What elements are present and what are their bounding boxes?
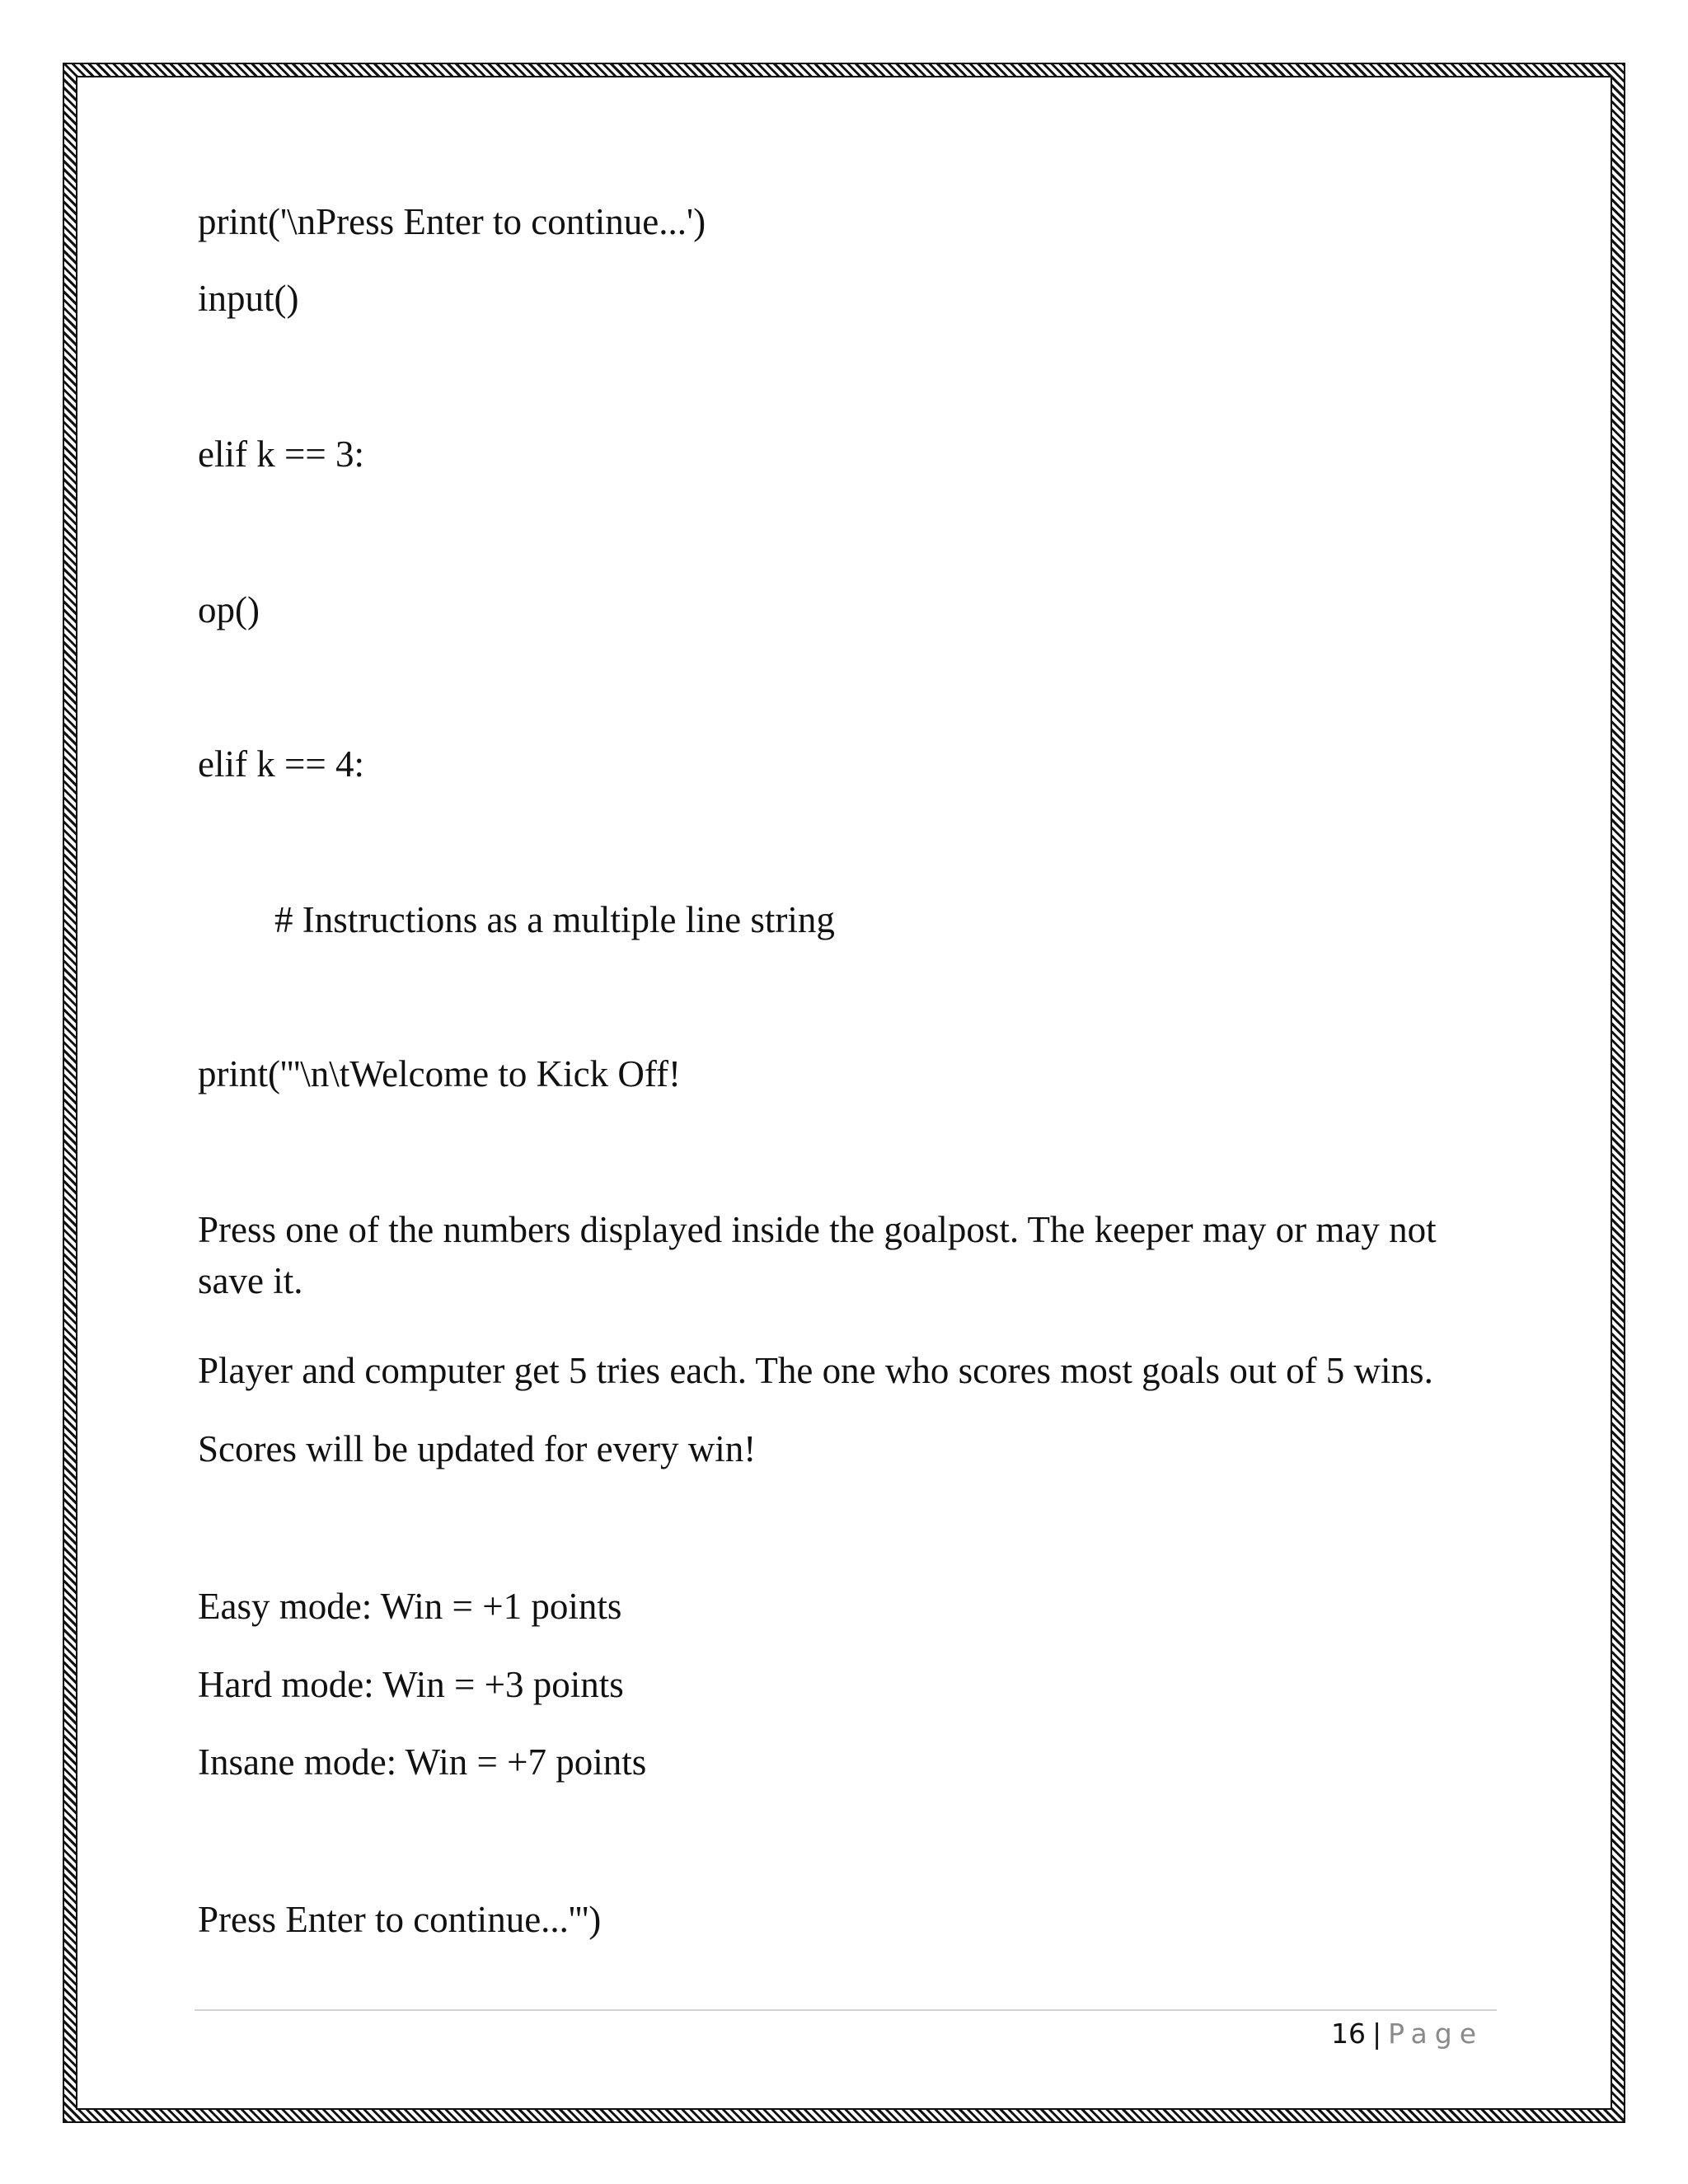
code-line-elif-k4: elif k == 4: (198, 743, 364, 785)
code-line-press-enter-end: Press Enter to continue...''') (198, 1899, 602, 1940)
code-comment-instructions: # Instructions as a multiple line string (274, 899, 835, 940)
hard-mode-line: Hard mode: Win = +3 points (198, 1664, 624, 1705)
page-footer (1331, 2011, 1484, 2057)
easy-mode-line: Easy mode: Win = +1 points (198, 1586, 622, 1627)
code-line-print-press-enter: print('\nPress Enter to continue...') (198, 201, 706, 242)
footer-separator: | (1372, 2018, 1382, 2050)
code-line-print-welcome: print('''\n\tWelcome to Kick Off! (198, 1053, 681, 1094)
page-label: Page (1388, 2018, 1484, 2050)
code-line-elif-k3: elif k == 3: (198, 434, 364, 475)
code-line-input: input() (198, 278, 299, 319)
instructions-paragraph-scores: Scores will be updated for every win! (198, 1428, 757, 1469)
instructions-paragraph-tries: Player and computer get 5 tries each. The one who scores most goals out of 5 wins. (198, 1350, 1433, 1391)
page-number: 16 (1330, 2018, 1366, 2050)
insane-mode-line: Insane mode: Win = +7 points (198, 1741, 647, 1783)
footer-divider (195, 2009, 1497, 2011)
instructions-paragraph-goalpost: Press one of the numbers displayed inside the goalpost. The keeper may or may not save it. (198, 1209, 1437, 1301)
code-line-op-call: op() (198, 589, 260, 630)
